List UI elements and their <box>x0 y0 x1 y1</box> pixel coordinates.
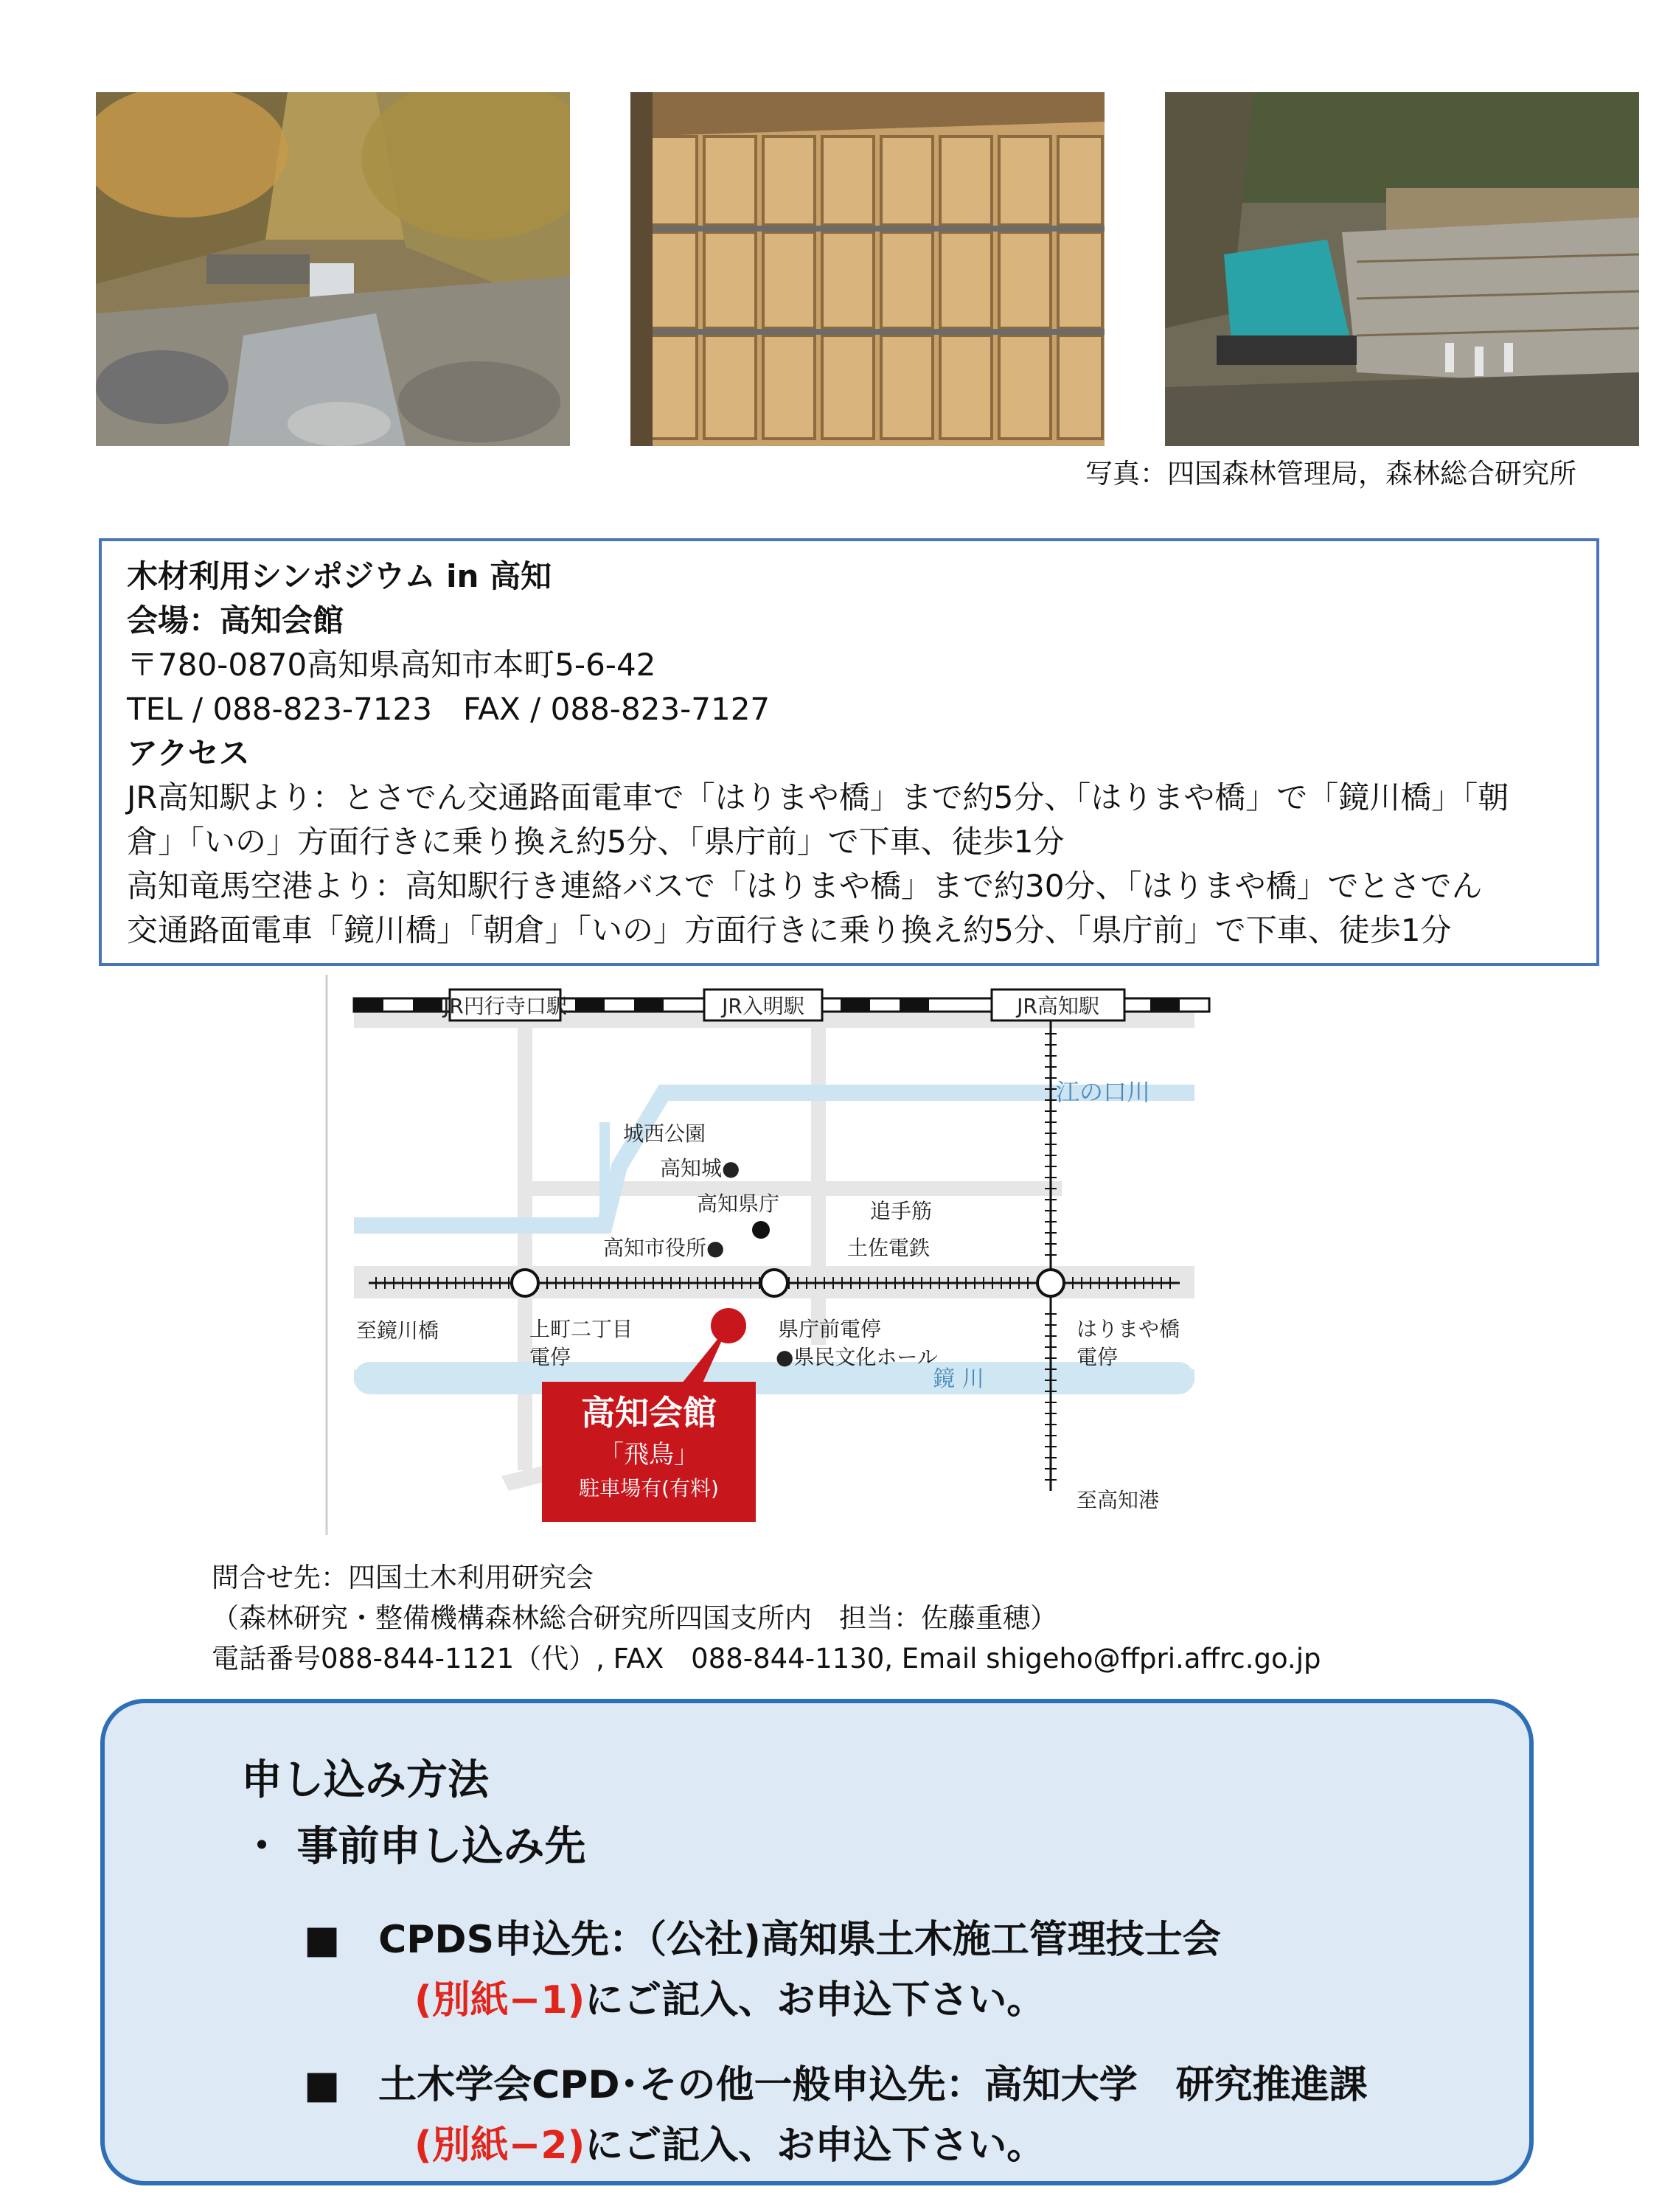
form-ref-1: (別紙−1) <box>414 1978 585 2023</box>
venue-parking: 駐車場有(有料) <box>579 1476 719 1500</box>
contact-person: （森林研究・整備機構森林総合研究所四国支所内 担当：佐藤重穂） <box>212 1602 1057 1634</box>
map-label-prefecture: 高知県庁 <box>697 1192 780 1216</box>
map-label-city-hall: 高知市役所● <box>603 1236 725 1260</box>
apply-item-cpds-note <box>414 1969 1045 2024</box>
apply-item-cpd-note <box>414 2114 1045 2169</box>
access-map <box>324 975 1220 1535</box>
map-label-park: 城西公園 <box>623 1121 706 1146</box>
contact-org: 問合せ先：四国土木利用研究会 <box>212 1562 594 1593</box>
apply-item-cpds: ■ CPDS申込先：（公社)高知県土木施工管理技士会 <box>304 1918 1221 1962</box>
event-title: 木材利用シンポジウム in 高知 <box>127 558 552 594</box>
map-label-kamimachi: 上町二丁目 <box>529 1317 633 1341</box>
map-label-to-port: 至高知港 <box>1077 1488 1160 1512</box>
station-iraaki: JR入明駅 <box>722 994 804 1018</box>
photo-construction-site <box>1165 92 1639 446</box>
venue-name: 高知会館 <box>581 1393 717 1433</box>
form-ref-2: (別紙−2) <box>414 2124 585 2168</box>
apply-item-cpd-tail: にご記入、お申込下さい。 <box>585 2124 1046 2168</box>
event-info-box <box>99 538 1599 966</box>
map-label-harimaya: はりまや橋 <box>1077 1317 1180 1341</box>
tel-fax-line: TEL / 088-823-7123 FAX / 088-823-7127 <box>127 691 771 727</box>
photo-forest-stream <box>96 92 570 446</box>
map-label-kamimachi-stop: 電停 <box>529 1345 571 1369</box>
station-kochi: JR高知駅 <box>1017 994 1099 1018</box>
prefecture-marker <box>752 1221 770 1239</box>
venue-sub: 「飛鳥」 <box>599 1440 699 1470</box>
map-label-otesuji: 追手筋 <box>870 1199 933 1223</box>
application-box <box>100 1699 1534 2185</box>
contact-block <box>212 1557 1321 1679</box>
apply-bullet: ・ 事前申し込み先 <box>241 1823 586 1871</box>
tram-stop-kenchomae <box>761 1270 787 1296</box>
tram-stop-kamimachi <box>512 1270 538 1296</box>
photo-credit: 写真：四国森林管理局，森林総合研究所 <box>1085 458 1576 490</box>
venue-line: 会場：高知会館 <box>127 602 344 639</box>
apply-item-cpds-tail: にご記入、お申込下さい。 <box>585 1978 1046 2023</box>
access-line: 高知竜馬空港より：高知駅行き連絡バスで「はりまや橋」まで約30分、「はりまや橋」でとさでん <box>127 868 1483 904</box>
map-label-castle: 高知城● <box>660 1156 740 1180</box>
river-kagami-label: 鏡 川 <box>933 1366 984 1392</box>
access-line: JR高知駅より：とさでん交通路面電車で「はりまや橋」まで約5分、「はりまや橋」で「鏡川橋」「朝 <box>127 779 1509 815</box>
access-heading: アクセス <box>127 735 250 771</box>
map-label-kenchomae: 県庁前電停 <box>778 1317 882 1341</box>
apply-heading: 申し込み方法 <box>241 1756 489 1804</box>
photo-timber-wall <box>630 92 1105 446</box>
access-line: 倉」「いの」方面行きに乗り換え約5分、「県庁前」で下車、徒歩1分 <box>127 824 1065 860</box>
station-enkoujiguchi: JR円行寺口駅 <box>443 994 567 1018</box>
map-label-bunka-hall: ●県民文化ホール <box>776 1345 938 1369</box>
access-line: 交通路面電車「鏡川橋」「朝倉」「いの」方面行きに乗り換え約5分、「県庁前」で下車、徒歩1分 <box>127 912 1452 948</box>
tram-stop-harimaya <box>1037 1270 1064 1296</box>
address-line: 〒780-0870高知県高知市本町5-6-42 <box>127 647 656 683</box>
contact-phone-email: 電話番号088-844-1121（代）, FAX 088-844-1130, Email shigeho@ffpri.affrc.go.jp <box>212 1643 1321 1674</box>
map-label-harimaya-stop: 電停 <box>1077 1345 1119 1369</box>
river-enokuchi-label: 江の口川 <box>1055 1078 1150 1106</box>
apply-item-cpd: ■ 土木学会CPD･その他一般申込先：高知大学 研究推進課 <box>304 2063 1368 2107</box>
map-label-to-kagamigawa: 至鏡川橋 <box>356 1318 439 1343</box>
map-label-tosa-railway: 土佐電鉄 <box>846 1236 931 1260</box>
